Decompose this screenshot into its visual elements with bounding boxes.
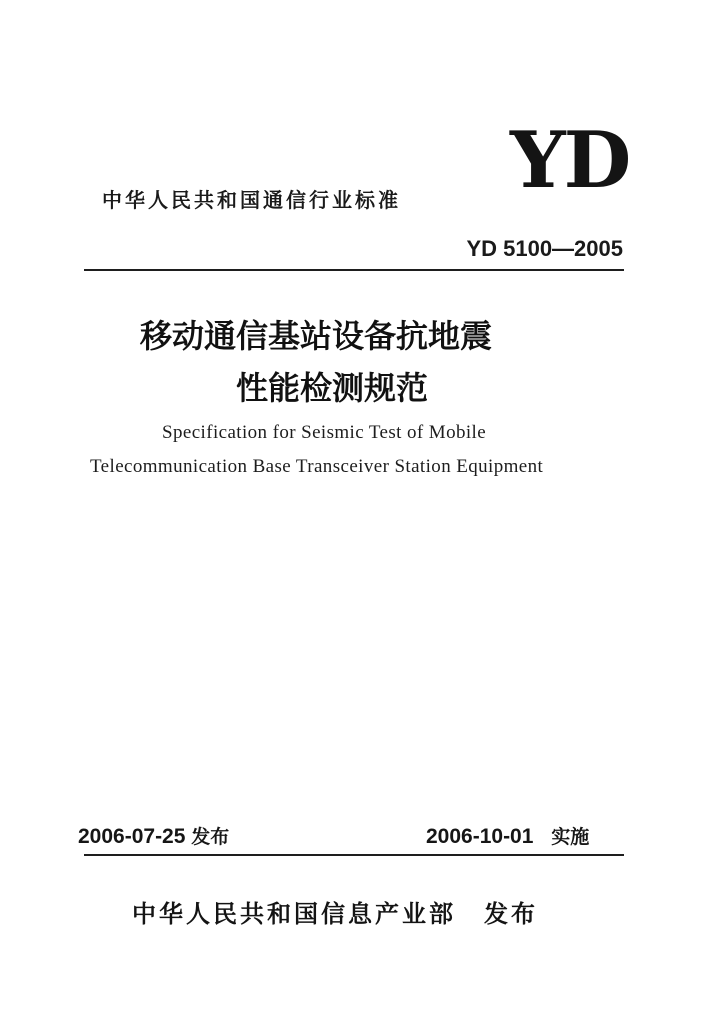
implementation-label: 实施 [551,826,590,848]
standard-number: YD 5100—2005 [466,236,623,261]
top-divider [84,269,624,271]
issuer-name: 中华人民共和国信息产业部 [132,900,456,928]
title-english-line1: Specification for Seismic Test of Mobile [162,422,487,443]
issue-date-block [78,822,229,849]
title-chinese-line1: 移动通信基站设备抗地震 [140,317,493,355]
implementation-date-block [426,822,589,849]
bottom-divider [84,854,624,856]
issue-date: 2006-07-25 [78,825,186,848]
issuer-action: 发布 [484,900,538,928]
standard-logo: YD [510,115,630,206]
issuing-authority [132,894,538,929]
title-chinese-line2: 性能检测规范 [236,369,429,407]
issue-label: 发布 [191,826,230,848]
implementation-date: 2006-10-01 [426,825,534,848]
standard-category: 中华人民共和国通信行业标准 [102,188,401,212]
title-english-line2: Telecommunication Base Transceiver Station Equipment [90,456,544,477]
